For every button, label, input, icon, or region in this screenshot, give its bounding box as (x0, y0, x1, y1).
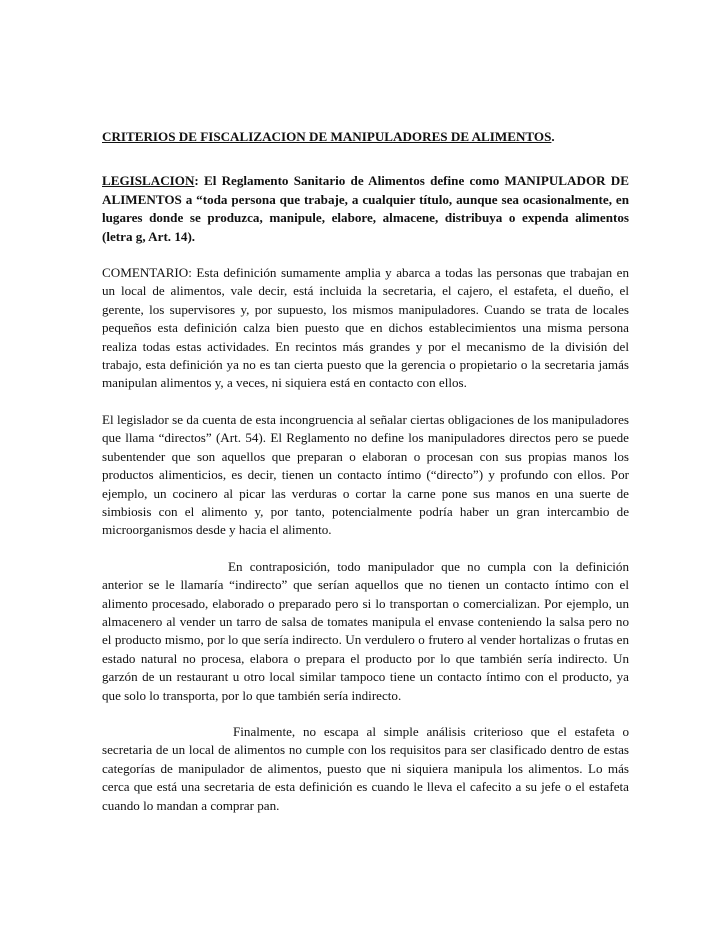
document-page (102, 128, 629, 833)
legislacion-label: LEGISLACION (102, 173, 195, 189)
legislacion-text: : El Reglamento Sanitario de Alimentos define como MANIPULADOR DE ALIMENTOS a “toda persona que trabaje, a cualquier título, aunque sea ocasionalmente, en lugares donde se produzca, manipule, elabore, almacene, distribuya o expenda alimentos (letra g, Art. 14). (102, 173, 629, 244)
document-title (102, 128, 629, 146)
legislador-paragraph: El legislador se da cuenta de esta incongruencia al señalar ciertas obligaciones de los manipuladores que llama “directos” (Art. 54). El Reglamento no define los manipuladores directos pero se puede subentender que son aquellos que preparan o elaboran o procesan con sus propias manos los productos alimenticios, es decir, tienen un contacto íntimo (“directo”) y profundo con ellos. Por ejemplo, un cocinero al picar las verduras o cortar la carne pone sus manos en una suerte de simbiosis con el alimento y, por tanto, potencialmente podría haber un gran intercambio de microorganismos desde y hacia el alimento. (102, 411, 629, 538)
comentario-paragraph: COMENTARIO: Esta definición sumamente amplia y abarca a todas las personas que trabajan en un local de alimentos, vale decir, está incluida la secretaria, el cajero, el estafeta, el dueño, el gerente, los supervisores y, por supuesto, los mismos manipuladores. Cuando se trata de locales pequeños esta definición calza bien puesto que en dichos establecimientos una misma persona realiza todas estas actividades. En recintos más grandes y por el mecanismo de la división del trabajo, esta definición ya no es tan cierta puesto que la gerencia o propietario o la secretaria jamás manipulan alimentos y, a veces, ni siquiera está en contacto con ellos. (102, 265, 629, 391)
title-period: . (551, 129, 555, 144)
contraposicion-paragraph: En contraposición, todo manipulador que no cumpla con la definición anterior se le llamaría “indirecto” que serían aquellos que no tienen un contacto íntimo con el alimento procesado, elaborado o preparado pero si lo transportan o comercializan. Por ejemplo, un almacenero al vender un tarro de salsa de tomates manipula el envase conteniendo la salsa pero no el producto mismo, por lo que sería indirecto. Un verdulero o frutero al vender hortalizas o frutas en estado natural no procesa, elabora o prepara el producto por lo que también sería indirecto. Un garzón de un restaurant u otro local similar tampoco tiene un contacto íntimo con el producto, ya que solo lo transporta, por lo que también sería indirecto. (102, 558, 629, 703)
legislacion-paragraph (102, 172, 629, 246)
title-text: CRITERIOS DE FISCALIZACION DE MANIPULADORES DE ALIMENTOS (102, 129, 552, 144)
finalmente-paragraph: Finalmente, no escapa al simple análisis criterioso que el estafeta o secretaria de un local de alimentos no cumple con los requisitos para ser clasificado dentro de estas categorías de manipulador de alimentos, puesto que ni siquiera manipula los alimentos. Lo más cerca que está una secretaria de esta definición es cuando le lleva el cafecito a su jefe o el estafeta cuando lo mandan a comprar pan. (102, 723, 629, 813)
